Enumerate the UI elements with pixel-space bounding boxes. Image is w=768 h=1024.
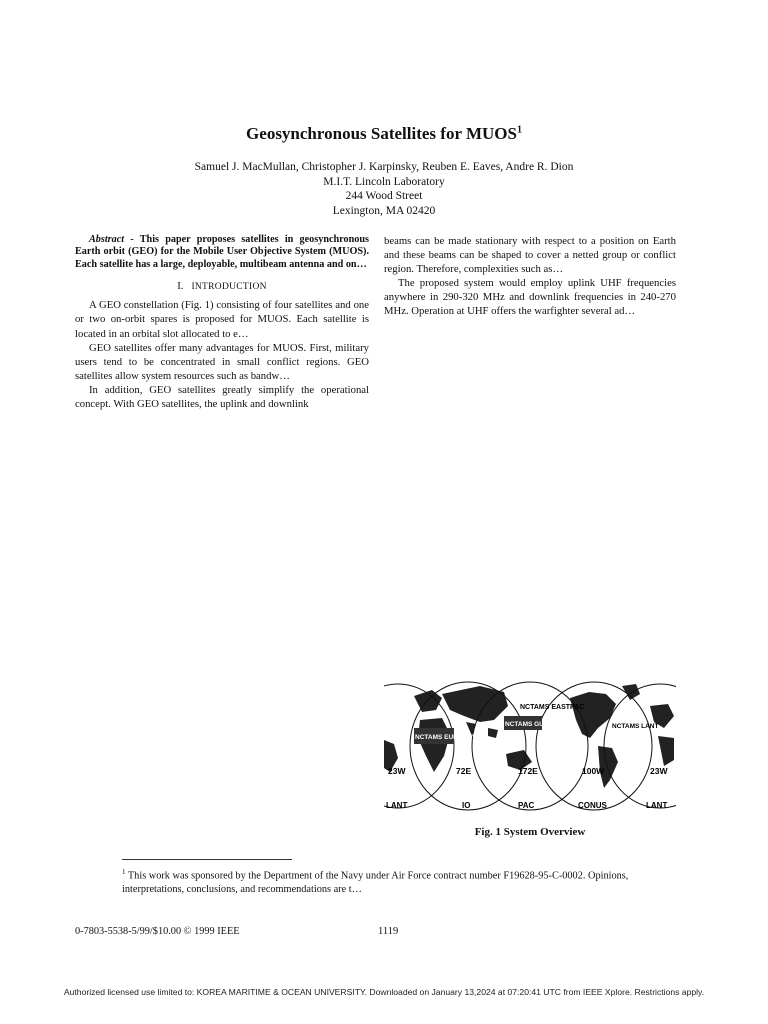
system-overview-figure [384, 676, 676, 816]
continent-africa [418, 718, 450, 772]
footnote-rule [122, 859, 292, 860]
footnote [122, 866, 642, 897]
figure-caption: Fig. 1 System Overview [474, 826, 586, 838]
section-title: INTRODUCTION [191, 282, 267, 293]
label-nctams-lant: NCTAMS LANT [612, 723, 659, 730]
copyright-line: 0-7803-5538-5/99/$10.00 © 1999 IEEE [75, 926, 240, 937]
continent-north-america [570, 692, 616, 738]
intro-paragraph-1: A GEO constellation (Fig. 1) consisting of four satellites and one or two on-orbit spares is proposed for MUOS. Each satellite is located in an orbital slot allocated to e… [75, 299, 369, 340]
right-paragraph-2: The proposed system would employ uplink UHF frequencies anywhere in 290-320 MHz and downlink frequencies in 240-270 MHz. Operation at UHF offers the warfighter several ad… [384, 277, 676, 318]
intro-paragraph-3: In addition, GEO satellites greatly simplify the operational concept. With GEO satellites, the uplink and downlink [75, 383, 369, 410]
address-line-2: Lexington, MA 02420 [332, 204, 436, 217]
label-172e: 172E [518, 766, 538, 776]
label-lant-left: LANT [386, 801, 408, 810]
abstract-lead: Abstract [89, 234, 125, 245]
title-footnote-mark: 1 [516, 124, 522, 136]
abstract [75, 234, 369, 271]
label-100w: 100W [582, 766, 605, 776]
license-notice: Authorized licensed use limited to: KOREA MARITIME & OCEAN UNIVERSITY. Downloaded on January 13,2024 at 07:20:41 UTC from IEEE Xplore. Restrictions apply. [63, 987, 705, 997]
label-nctams-guam: NCTAMS GUAM [505, 721, 554, 728]
abstract-body: - This paper proposes satellites in geosynchronous Earth orbit (GEO) for the Mobile User Objective System (MUOS). Each satellite has a large, deployable, multibeam antenna and on… [75, 234, 369, 270]
page-number: 1119 [378, 926, 399, 937]
label-io: IO [462, 801, 471, 810]
label-23w-right: 23W [650, 766, 668, 776]
right-column [384, 234, 676, 319]
author-block [0, 160, 768, 218]
intro-paragraph-2: GEO satellites offer many advantages for MUOS. First, military users tend to be concentrated in small conflict regions. GEO satellites allow system resources such as bandw… [75, 341, 369, 382]
footnote-text: This work was sponsored by the Department of the Navy under Air Force contract number F19628-95-C-0002. Opinions, interpretations, conclusions, and recommendations are t… [122, 870, 629, 896]
label-pac: PAC [518, 801, 535, 810]
affiliation: M.I.T. Lincoln Laboratory [323, 175, 445, 188]
label-conus: CONUS [578, 801, 607, 810]
continent-africa-right [658, 736, 674, 766]
label-23w-left: 23W [388, 766, 406, 776]
address-line-1: 244 Wood Street [345, 190, 423, 203]
label-lant-right: LANT [646, 801, 668, 810]
left-column [75, 234, 369, 411]
authors: Samuel J. MacMullan, Christopher J. Karpinsky, Reuben E. Eaves, Andre R. Dion [194, 161, 574, 173]
label-nctams-eurcent: NCTAMS EURCENT [415, 734, 476, 741]
footnote-mark: 1 [122, 868, 126, 876]
label-72e: 72E [456, 766, 472, 776]
section-heading: I. INTRODUCTION [177, 280, 267, 293]
right-paragraph-1: beams can be made stationary with respect to a position on Earth and these beams can be shaped to cover a netted group or conflict region. Therefore, complexities such as… [384, 235, 676, 276]
continent-se-asia [488, 728, 498, 738]
paper-title: Geosynchronous Satellites for MUOS$^1$ [246, 124, 522, 143]
label-nctams-eastpac: NCTAMS EASTPAC [520, 704, 585, 711]
